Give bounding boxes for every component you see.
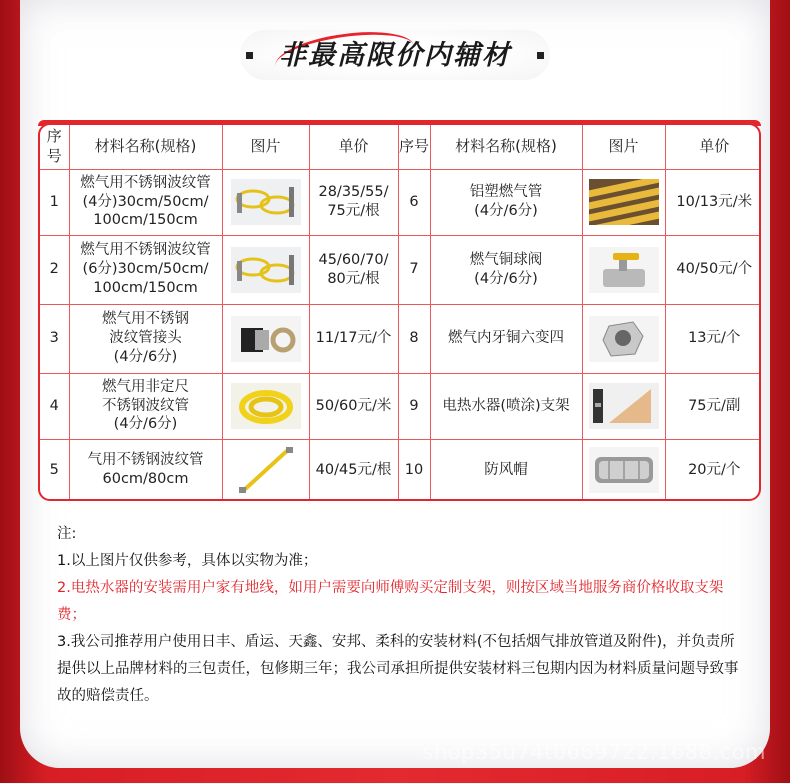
title-dot-right xyxy=(537,52,544,59)
row-pic-left xyxy=(222,169,309,235)
table-row xyxy=(40,169,761,235)
row-pic-right xyxy=(582,169,665,235)
row-price-left: 45/60/70/ 80元/根 xyxy=(309,235,398,304)
materials-table-container xyxy=(38,123,761,501)
row-price-right: 13元/个 xyxy=(665,304,761,373)
row-no-right: 9 xyxy=(398,373,430,439)
note-item-2: 2.电热水器的安装需用户家有地线，如用户需要向师傅购买定制支架，则按区域当地服务商价格收取支架费； xyxy=(57,580,724,623)
row-name-left: 燃气用不锈钢波纹管 (6分)30cm/50cm/ 100cm/150cm xyxy=(69,235,222,304)
single-yellow-hose-image xyxy=(231,445,301,495)
row-price-left: 50/60元/米 xyxy=(309,373,398,439)
row-no-right: 6 xyxy=(398,169,430,235)
aluminum-plastic-pipe-image xyxy=(589,179,659,225)
heater-bracket-image xyxy=(589,383,659,429)
copper-ball-valve-image xyxy=(589,247,659,293)
table-header-row xyxy=(40,125,761,169)
wind-cap-image xyxy=(589,447,659,493)
row-name-right: 燃气铜球阀 (4分/6分) xyxy=(430,235,582,304)
page-title: 非最高限价内辅材 xyxy=(279,39,511,71)
row-no-left: 1 xyxy=(40,169,69,235)
row-name-left: 气用不锈钢波纹管 60cm/80cm xyxy=(69,439,222,501)
header-pic-right: 图片 xyxy=(582,125,665,169)
row-pic-right xyxy=(582,439,665,501)
row-price-left: 28/35/55/ 75元/根 xyxy=(309,169,398,235)
hose-connector-image xyxy=(231,316,301,362)
row-price-right: 40/50元/个 xyxy=(665,235,761,304)
title-bar xyxy=(0,22,790,82)
row-no-left: 3 xyxy=(40,304,69,373)
row-no-right: 10 xyxy=(398,439,430,501)
header-price-right: 单价 xyxy=(665,125,761,169)
table-row xyxy=(40,304,761,373)
row-name-right: 电热水器(喷涂)支架 xyxy=(430,373,582,439)
row-name-left: 燃气用不锈钢波纹管 (4分)30cm/50cm/ 100cm/150cm xyxy=(69,169,222,235)
row-pic-left xyxy=(222,235,309,304)
coiled-yellow-hose-image xyxy=(231,383,301,429)
notes-heading: 注: xyxy=(57,526,77,542)
row-no-left: 5 xyxy=(40,439,69,501)
row-no-left: 2 xyxy=(40,235,69,304)
row-pic-right xyxy=(582,235,665,304)
row-pic-right xyxy=(582,304,665,373)
note-item-1: 1.以上图片仅供参考，具体以实物为准； xyxy=(57,553,318,569)
row-name-right: 燃气内牙铜六变四 xyxy=(430,304,582,373)
header-no-left: 序号 xyxy=(40,125,69,169)
header-name-right: 材料名称(规格) xyxy=(430,125,582,169)
row-name-right: 防风帽 xyxy=(430,439,582,501)
steel-hose-pair-image xyxy=(231,179,301,225)
row-price-right: 75元/副 xyxy=(665,373,761,439)
row-name-left: 燃气用非定尺 不锈钢波纹管 (4分/6分) xyxy=(69,373,222,439)
materials-table xyxy=(40,125,761,501)
notes-section xyxy=(57,521,747,710)
row-name-right: 铝塑燃气管 (4分/6分) xyxy=(430,169,582,235)
row-pic-left xyxy=(222,373,309,439)
row-price-right: 10/13元/米 xyxy=(665,169,761,235)
row-name-left: 燃气用不锈钢 波纹管接头 (4分/6分) xyxy=(69,304,222,373)
note-item-3: 3.我公司推荐用户使用日丰、盾运、天鑫、安邦、柔科的安装材料(不包括烟气排放管道及附件)，并负责所提供以上品牌材料的三包责任，包修期三年；我公司承担所提供安装材料三包期内因为材料质量问题导致事故的赔偿责任。 xyxy=(57,634,739,704)
table-row xyxy=(40,439,761,501)
row-no-right: 8 xyxy=(398,304,430,373)
table-row xyxy=(40,373,761,439)
row-price-left: 40/45元/根 xyxy=(309,439,398,501)
table-row xyxy=(40,235,761,304)
shop-watermark: shop35u74t0669722.1688.com xyxy=(422,740,766,764)
header-no-right: 序号 xyxy=(398,125,430,169)
header-price-left: 单价 xyxy=(309,125,398,169)
row-pic-left xyxy=(222,439,309,501)
brass-reducer-image xyxy=(589,316,659,362)
row-pic-left xyxy=(222,304,309,373)
row-price-left: 11/17元/个 xyxy=(309,304,398,373)
row-price-right: 20元/个 xyxy=(665,439,761,501)
title-dot-left xyxy=(246,52,253,59)
row-no-right: 7 xyxy=(398,235,430,304)
header-name-left: 材料名称(规格) xyxy=(69,125,222,169)
header-pic-left: 图片 xyxy=(222,125,309,169)
row-pic-right xyxy=(582,373,665,439)
row-no-left: 4 xyxy=(40,373,69,439)
steel-hose-pair-image xyxy=(231,247,301,293)
